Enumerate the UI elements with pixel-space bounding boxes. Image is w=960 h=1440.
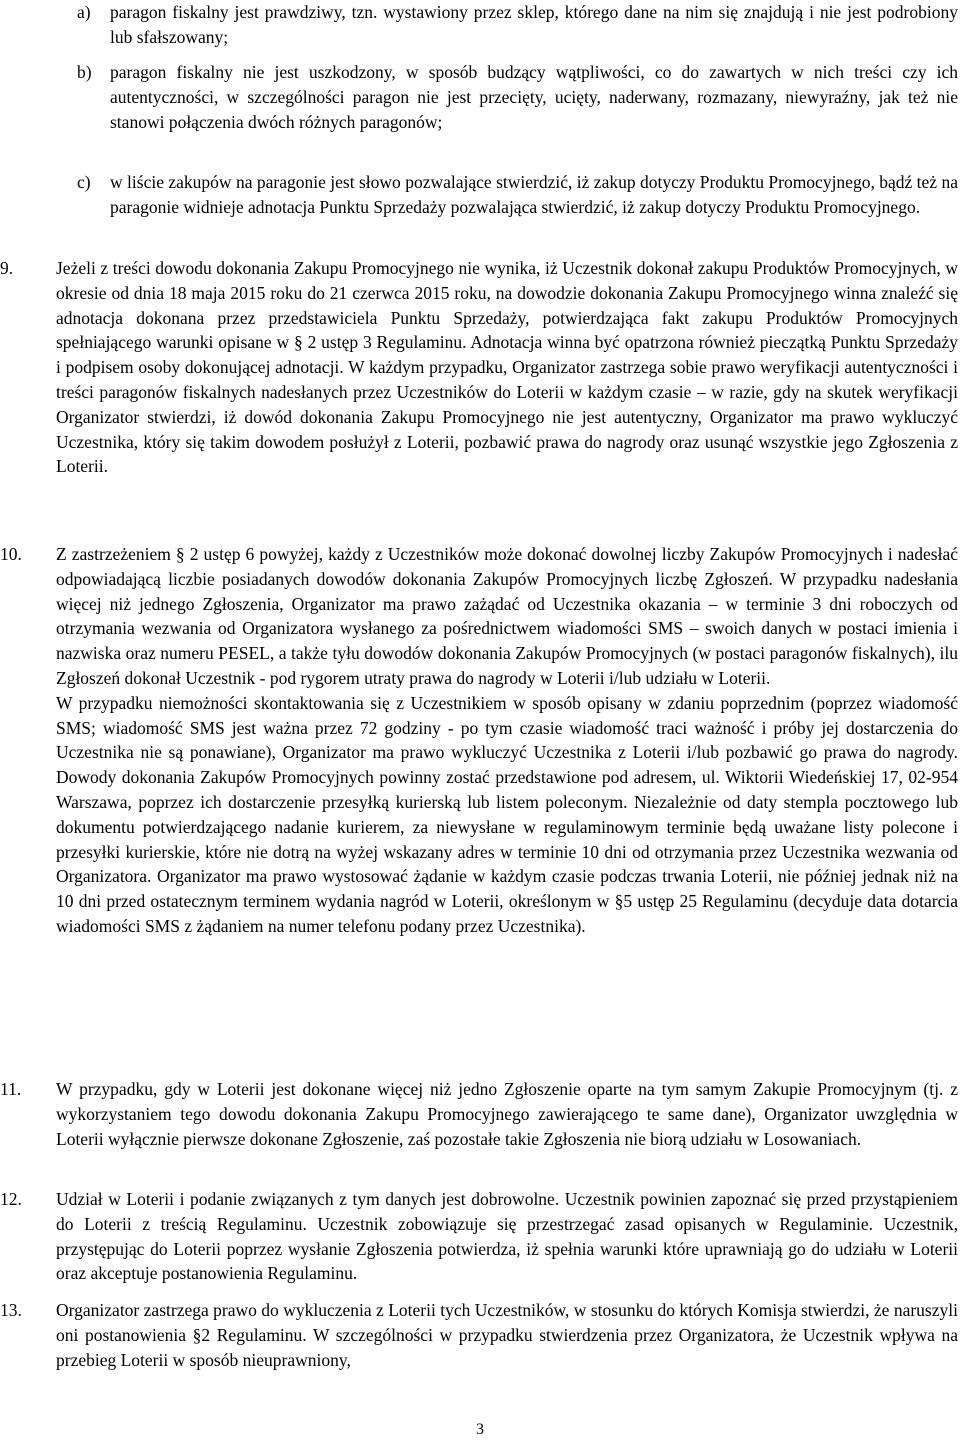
- page-number: 3: [476, 1421, 484, 1438]
- item-paragraph: Udział w Loterii i podanie związanych z tym danych jest dobrowolne. Uczestnik powinien zapoznać się przed przystąpieniem do Loterii z treścią Regulaminu. Uczestnik zobowiązuje się przestrzegać zasad opisanych w Regulaminie. Uczestnik, przystępując do Loterii poprzez wysłanie Zgłoszenia potwierdza, iż spełnia warunki które uprawniają go do udziału w Loterii oraz akceptuje postanowienia Regulaminu.: [56, 1189, 958, 1284]
- item-paragraph: Z zastrzeżeniem § 2 ustęp 6 powyżej, każdy z Uczestników może dokonać dowolnej liczby Zakupów Promocyjnych i nadesłać odpowiadającą liczbie posiadanych dowodów dokonania Zakupów Promocyjnych liczbę Zgłoszeń. W przypadku nadesłania więcej niż jednego Zgłoszenia, Organizator ma prawo zażądać od Uczestnika okazania – w terminie 3 dni roboczych od otrzymania wezwania od Organizatora wysłanego za pośrednictwem wiadomości SMS – swoich danych w postaci imienia i nazwiska oraz numeru PESEL, a także tyłu dowodów dokonania Zakupów Promocyjnych (w postaci paragonów fiskalnych), ilu Zgłoszeń dokonał Uczestnik - pod rygorem utraty prawa do nagrody w Loterii i/lub udziału w Loterii.: [56, 544, 958, 688]
- subpoint-text: paragon fiskalny nie jest uszkodzony, w sposób budzący wątpliwości, co do zawartych w nich treści czy ich autentyczności, w szczególności paragon nie jest przecięty, ucięty, naderwany, rozmazany, niewyraźny, jak też nie stanowi połączenia dwóch różnych paragonów;: [110, 62, 958, 132]
- item-paragraph: W przypadku, gdy w Loterii jest dokonane więcej niż jedno Zgłoszenie oparte na tym samym Zakupie Promocyjnym (tj. z wykorzystaniem tego dowodu dokonania Zakupu Promocyjnego zawierającego te same dane), Organizator uwzględnia w Loterii wyłącznie pierwsze dokonane Zgłoszenie, zaś pozostałe takie Zgłoszenia nie biorą udziału w Losowaniach.: [56, 1079, 958, 1149]
- item-paragraph: W przypadku niemożności skontaktowania się z Uczestnikiem w sposób opisany w zdaniu poprzednim (poprzez wiadomość SMS; wiadomość SMS jest ważna przez 72 godziny - po tym czasie wiadomość traci ważność i próby jej dostarczenia do Uczestnika nie są ponawiane), Organizator ma prawo wykluczyć Uczestnika z Loterii i/lub pozbawić go prawa do nagrody. Dowody dokonania Zakupów Promocyjnych powinny zostać przedstawione pod adresem, ul. Wiktorii Wiedeńskiej 17, 02-954 Warszawa, poprzez ich dostarczenie przesyłką kurierską lub listem poleconym. Niezależnie od daty stempla pocztowego lub dokumentu potwierdzającego nadanie kurierem, za niewysłane w regulaminowym terminie będą uważane listy polecone i przesyłki kurierskie, które nie dotrą na wyżej wskazany adres w terminie 10 dni od otrzymania przez Uczestnika wezwania od Organizatora. Organizator ma prawo wystosować żądanie w każdym czasie podczas trwania Loterii, nie później jednak niż na 10 dni przed ostatecznym terminem wydania nagród w Loterii, określonym w §5 ustęp 25 Regulaminu (decyduje data dotarcia wiadomości SMS z żądaniem na numer telefonu podany przez Uczestnika).: [56, 692, 958, 936]
- subpoint-a: [77, 0, 958, 50]
- subpoint-c: [77, 170, 958, 220]
- subpoint-text: paragon fiskalny jest prawdziwy, tzn. wystawiony przez sklep, którego dane na nim się znajdują i nie jest podrobiony lub sfałszowany;: [110, 2, 958, 47]
- item-paragraph: Organizator zastrzega prawo do wykluczenia z Loterii tych Uczestników, w stosunku do których Komisja stwierdzi, że naruszyli oni postanowienia §2 Regulaminu. W szczególności w przypadku stwierdzenia przez Organizatora, że Uczestnik wpływa na przebieg Loterii w sposób nieuprawniony,: [56, 1300, 958, 1370]
- subpoint-label: b): [77, 62, 92, 82]
- item-number: 12.: [0, 1189, 22, 1209]
- item-paragraph: Jeżeli z treści dowodu dokonania Zakupu Promocyjnego nie wynika, iż Uczestnik dokonał zakupu Produktów Promocyjnych, w okresie od dnia 18 maja 2015 roku do 21 czerwca 2015 roku, na dowodzie dokonania Zakupu Promocyjnego winna znaleźć się adnotacja dokonana przez przedstawiciela Punktu Sprzedaży, potwierdzająca fakt zakupu Produktów Promocyjnych spełniającego warunki opisane w § 2 ustęp 3 Regulaminu. Adnotacja winna być opatrzona również pieczątką Punktu Sprzedaży i podpisem osoby dokonującej adnotacji. W każdym przypadku, Organizator zastrzega sobie prawo weryfikacji autentyczności i treści paragonów fiskalnych nadesłanych przez Uczestników do Loterii w każdym czasie – w razie, gdy na skutek weryfikacji Organizator stwierdzi, iż dowód dokonania Zakupu Promocyjnego nie jest autentyczny, Organizator ma prawo wykluczyć Uczestnika, który się takim dowodem posłużył z Loterii, pozbawić prawa do nagrody oraz usunąć wszystkie jego Zgłoszenia z Loterii.: [56, 258, 958, 477]
- item-9: [0, 256, 958, 479]
- item-12: [0, 1187, 958, 1286]
- item-number: 11.: [0, 1079, 22, 1099]
- subpoint-label: a): [77, 2, 91, 22]
- subpoint-text: w liście zakupów na paragonie jest słowo pozwalające stwierdzić, iż zakup dotyczy Produktu Promocyjnego, bądź też na paragonie widnieje adnotacja Punktu Sprzedaży pozwalająca stwierdzić, iż zakup dotyczy Produktu Promocyjnego.: [110, 172, 958, 217]
- item-number: 9.: [0, 258, 14, 278]
- subpoint-b: [77, 60, 958, 134]
- subpoint-label: c): [77, 172, 91, 192]
- item-number: 10.: [0, 544, 22, 564]
- item-11: [0, 1077, 958, 1151]
- item-10: [0, 542, 958, 939]
- item-13: [0, 1298, 958, 1372]
- item-number: 13.: [0, 1300, 22, 1320]
